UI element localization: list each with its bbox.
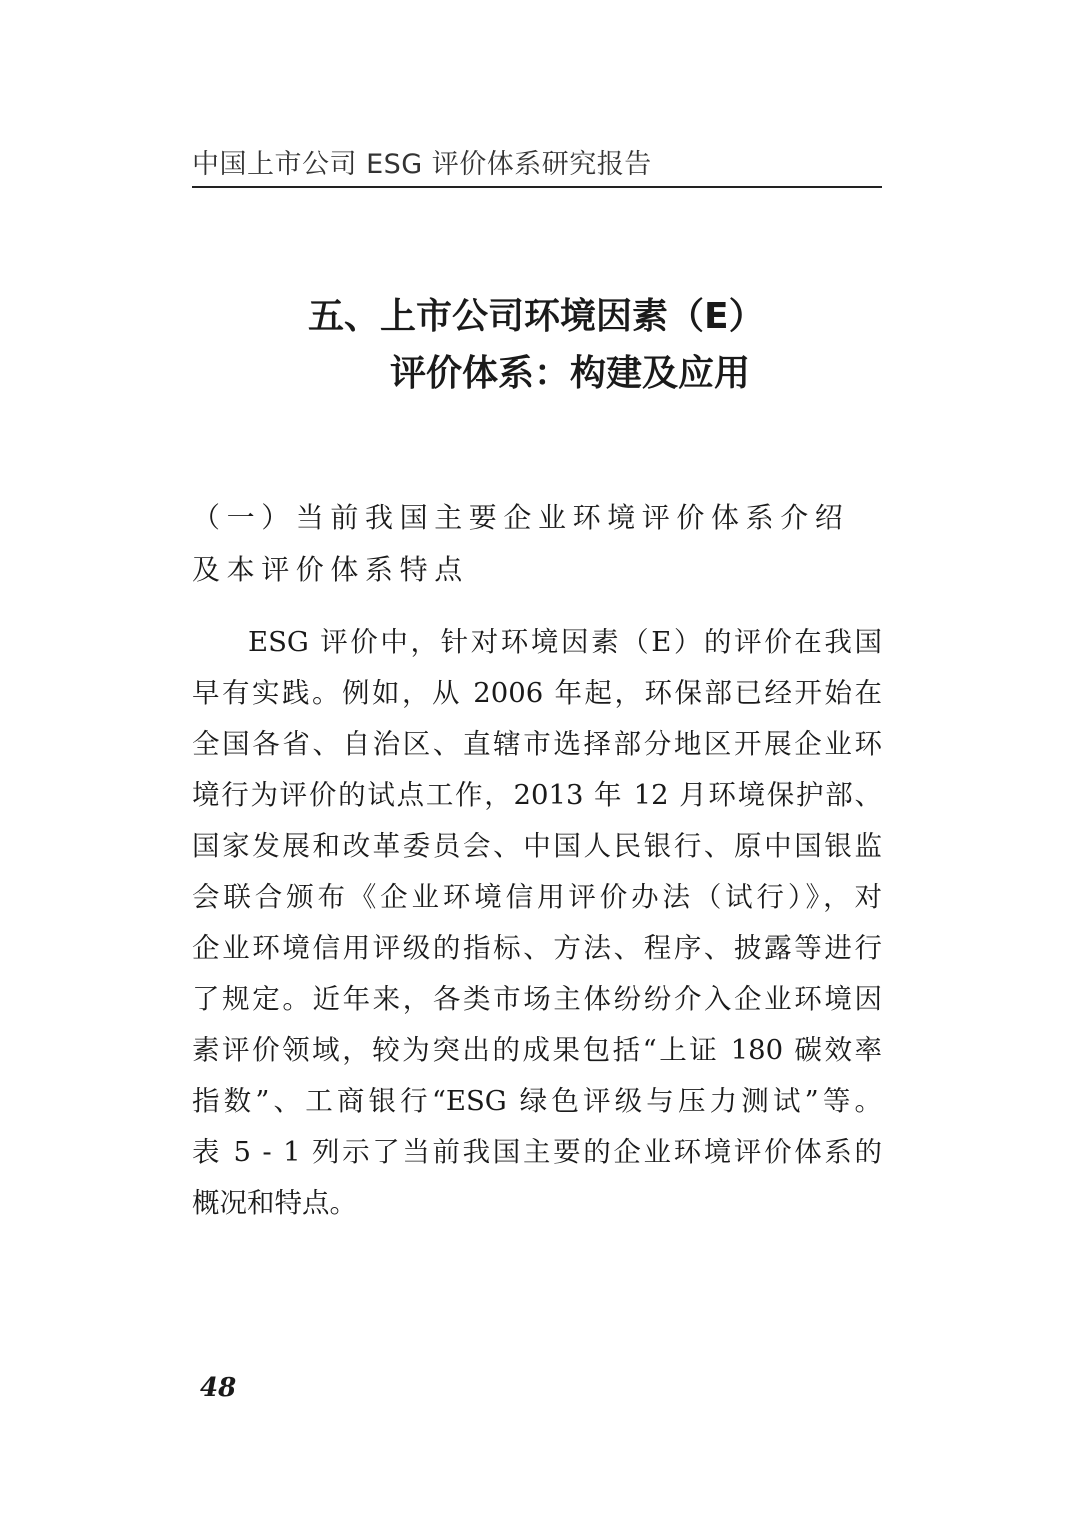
body-line: 了规定。近年来，各类市场主体纷纷介入企业环境因 [192, 983, 882, 1015]
body-line: 企业环境信用评级的指标、方法、程序、披露等进行 [192, 932, 882, 964]
header-rule [192, 186, 882, 188]
running-header: 中国上市公司 ESG 评价体系研究报告 [192, 149, 652, 180]
chapter-title-line-2: 评价体系：构建及应用 [390, 353, 751, 394]
body-line: ESG 评价中，针对环境因素（E）的评价在我国 [248, 626, 882, 658]
section-heading-line-2: 及本评价体系特点 [192, 553, 469, 586]
body-line: 指数”、工商银行“ESG 绿色评级与压力测试”等。 [192, 1085, 882, 1117]
body-line: 全国各省、自治区、直辖市选择部分地区开展企业环 [192, 728, 882, 760]
body-line: 表 5 - 1 列示了当前我国主要的企业环境评价体系的 [192, 1136, 882, 1168]
chapter-title-line-1: 五、上市公司环境因素（E） [308, 296, 765, 337]
body-line: 境行为评价的试点工作，2013 年 12 月环境保护部、 [192, 779, 882, 811]
body-line: 国家发展和改革委员会、中国人民银行、原中国银监 [192, 830, 882, 862]
page-number: 48 [200, 1373, 237, 1403]
section-heading-line-1: （一）当前我国主要企业环境评价体系介绍 [192, 501, 850, 534]
body-line: 概况和特点。 [192, 1187, 357, 1219]
body-line: 早有实践。例如，从 2006 年起，环保部已经开始在 [192, 677, 882, 709]
body-line: 素评价领域，较为突出的成果包括“上证 180 碳效率 [192, 1034, 882, 1066]
body-line: 会联合颁布《企业环境信用评价办法（试行）》，对 [192, 881, 882, 913]
